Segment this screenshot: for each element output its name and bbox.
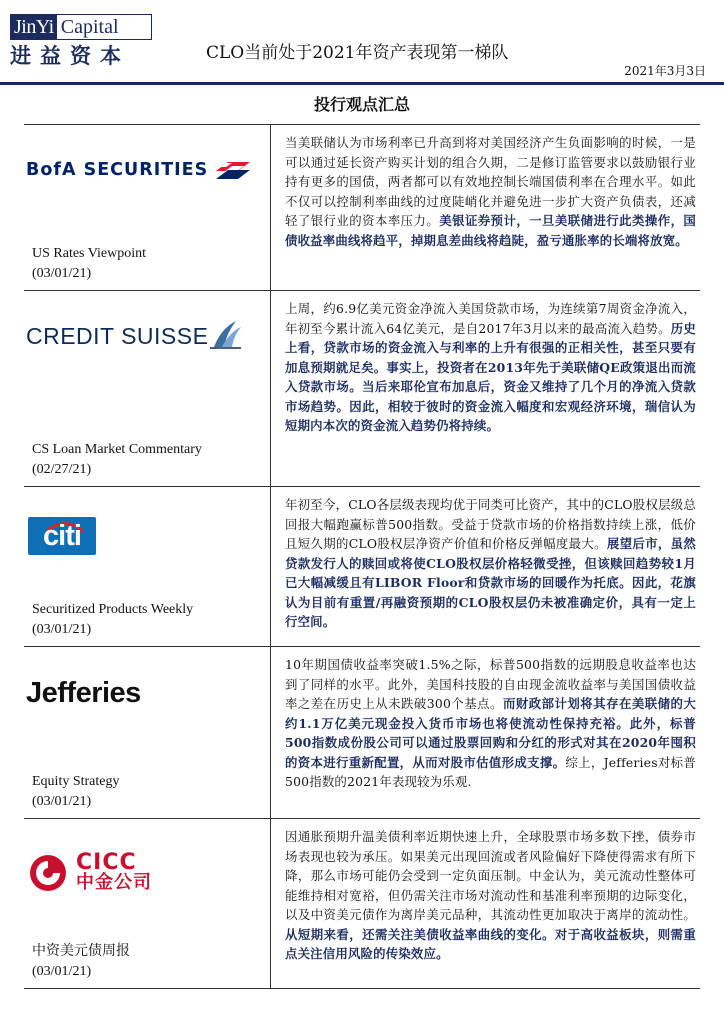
source-cell — [24, 647, 271, 818]
source-date: (03/01/21) — [32, 964, 92, 979]
citi-logo — [28, 517, 96, 555]
source-date: (03/01/21) — [32, 622, 92, 637]
source-label — [32, 244, 146, 284]
view-text — [271, 819, 700, 988]
table-row-cicc — [24, 819, 700, 989]
view-text — [271, 125, 700, 290]
source-label — [32, 942, 130, 982]
bofa-securities-logo — [26, 159, 252, 181]
source-date: (02/27/21) — [32, 462, 92, 477]
source-label — [32, 440, 202, 480]
cicc-logo-cn: 中金公司 — [76, 872, 152, 893]
cicc-logo-text — [76, 850, 152, 893]
credit-suisse-logo — [26, 319, 242, 349]
citi-logo-text: citi — [43, 520, 81, 552]
section-title: 投行观点汇总 — [313, 95, 410, 114]
source-label — [32, 772, 120, 812]
table-row-jefferies — [24, 647, 700, 819]
table-row-citi — [24, 487, 700, 647]
views-table — [24, 124, 700, 989]
source-name: 中资美元债周报 — [32, 944, 130, 959]
source-name: US Rates Viewpoint — [32, 246, 147, 261]
source-name: Equity Strategy — [32, 774, 120, 789]
cicc-emblem-icon — [28, 853, 68, 893]
jinyi-capital-logo — [10, 14, 152, 70]
view-text-bold: 美银证券预计，一旦美联储进行此类操作，国债收益率曲线将趋平，掉期息差曲线将趋陡，盈亏通胀率的长端将放宽。 — [285, 213, 697, 248]
table-row-bofa — [24, 125, 700, 291]
sails-icon — [208, 319, 242, 349]
view-text-bold: 历史上看，贷款市场的资金流入与利率的上升有很强的正相关性，甚至只要有加息预期就足矣。事实上，投资者在2013年先于美联储QE政策退出而流入贷款市场。当后来耶伦宣布加息后，资金又维持了几个月的净流入贷款市场趋势。因此，相较于彼时的资金流入幅度和宏观经济环境，瑞信认为短期内本次的资金流入趋势仍将持续。 — [285, 320, 696, 433]
view-text-bold: 从短期来看，还需关注美债收益率曲线的变化。对于高收益板块，则需重点关注信用风险的传染效应。 — [285, 926, 696, 961]
view-text — [271, 487, 700, 646]
view-text-plain: 上周，约6.9亿美元资金净流入美国贷款市场，为连续第7周资金净流入，年初至今累计流入64亿美元，是自2017年3月以来的最高流入趋势。 — [285, 301, 696, 336]
table-row-credit-suisse — [24, 291, 700, 487]
logo-en-part2: Capital — [60, 16, 119, 38]
logo-english — [10, 14, 152, 40]
cicc-logo-en: CICC — [76, 850, 137, 875]
jefferies-logo: Jefferies — [26, 677, 141, 709]
bofa-logo-text: BofA SECURITIES — [26, 160, 209, 180]
source-cell — [24, 125, 271, 290]
credit-suisse-logo-text: CREDIT SUISSE — [26, 323, 209, 349]
logo-en-part1: JinYi — [11, 15, 57, 39]
view-text-tail: 综上，Jefferies对标普500指数的2021年表现较为乐观. — [285, 754, 696, 789]
report-title: CLO当前处于2021年资产表现第一梯队 — [206, 43, 509, 63]
view-text — [271, 291, 700, 486]
logo-chinese: 进益资本 — [10, 43, 130, 68]
cicc-logo — [28, 850, 152, 893]
view-text-bold: 而财政部计划将其存在美联储的大约1.1万亿美元现金投入货币市场也将使流动性保持充裕。此外，标普500指数成份股公司可以通过股票回购和分红的形式对其在2020年囤积的资本进行重新配置，从而对股市估值形成支撑。 — [285, 696, 697, 770]
view-text — [271, 647, 700, 818]
source-cell — [24, 819, 271, 988]
source-name: Securitized Products Weekly — [32, 602, 194, 617]
report-date: 2021年3月3日 — [624, 64, 706, 78]
view-text-plain: 因通胀预期升温美债利率近期快速上升，全球股票市场多数下挫，债券市场表现也较为承压。如果美元出现回流或者风险偏好下降使得需求有所下降，那么市场可能仍会受到一定负面压制。中金认为，美元流动性整体可能维持相对宽裕，但仍需关注市场对流动性和基准利率预期的边际变化，以及中资美元债作为离岸美元品种，其流动性更加取决于离岸的流动性。 — [285, 829, 696, 922]
source-date: (03/01/21) — [32, 794, 92, 809]
page-header — [0, 0, 724, 84]
view-text-plain: 年初至今，CLO各层级表现均优于同类可比资产，其中的CLO股权层级总回报大幅跑赢标普500指数。受益于贷款市场的价格指数持续上涨，低价且短久期的CLO股权层净资产价值和价格反弹幅度最大。 — [285, 497, 696, 551]
source-label — [32, 600, 193, 640]
view-text-plain: 10年期国债收益率突破1.5%之际，标普500指数的远期股息收益率也达到了同样的水平。此外，美国科技股的自由现金流收益率与美国国债收益率之差在历史上从未跌破300个基点。 — [285, 657, 696, 711]
header-divider — [0, 82, 724, 85]
view-text-plain: 当美联储认为市场利率已升高到将对美国经济产生负面影响的时候，一是可以通过延长资产购买计划的组合久期，二是修订监管要求以鼓励银行业持有更多的国债，两者都可以有效地控制长端国债利率在合理水平。如此不仅可以控制利率曲线的过度陡峭化并避免进一步扩大资产负债表，还减轻了银行业的资本率压力。 — [285, 135, 696, 228]
source-cell — [24, 487, 271, 646]
source-name: CS Loan Market Commentary — [32, 442, 202, 457]
source-date: (03/01/21) — [32, 266, 92, 281]
view-text-bold: 展望后市，虽然贷款发行人的赎回或将使CLO股权层价格轻微受挫，但该赎回趋势较1月已大幅减缓且有LIBOR Floor和贷款市场的回暖作为托底。因此，花旗认为目前有重置/再融资预期的CLO股权层仍未被准确定价，具有一定上行空间。 — [285, 536, 696, 629]
source-cell — [24, 291, 271, 486]
bofa-flag-icon — [214, 159, 252, 181]
